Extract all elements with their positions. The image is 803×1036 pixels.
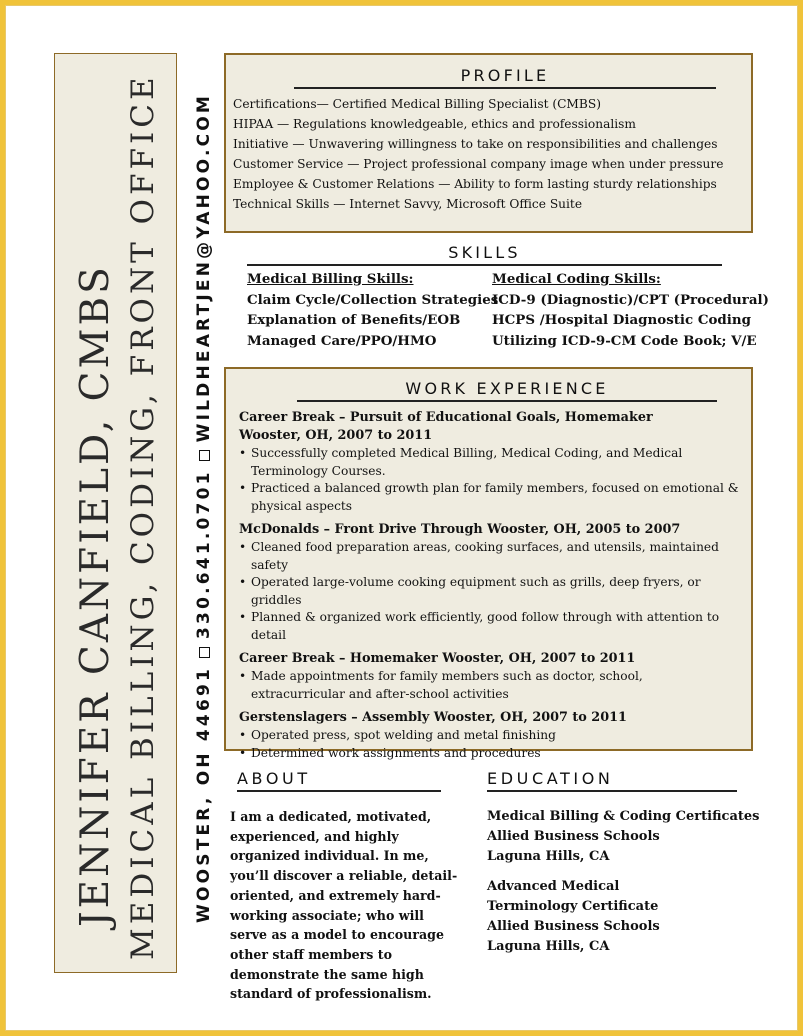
profile-line: Technical Skills — Internet Savvy, Microsoft Office Suite [233,197,583,211]
billing-skills-heading: Medical Billing Skills: [247,271,414,287]
profile-line: Initiative — Unwavering willingness to take on responsibilities and challenges [233,137,718,151]
separator-icon [199,450,210,461]
profile-line: HIPAA — Regulations knowledgeable, ethics and professionalism [233,117,636,131]
education-line: Allied Business Schools [487,829,660,844]
education-entry [487,807,767,867]
coding-skill: Utilizing ICD-9-CM Code Book; V/E [492,332,757,349]
coding-skills-heading: Medical Coding Skills: [492,271,661,287]
separator-icon [199,647,210,658]
education-title: EDUCATION [487,769,737,792]
contact-phone: 330.641.0701 [194,469,214,639]
profile-line: Employee & Customer Relations — Ability to form lasting sturdy relationships [233,177,717,191]
contact-email: WILDHEARTJEN@YAHOO.COM [194,92,214,443]
work-title: WORK EXPERIENCE [297,379,717,402]
profile-title: PROFILE [294,66,716,89]
job-bullet: • Successfully completed Medical Billing, Medical Coding, and Medical Terminology Courses. [239,445,739,480]
billing-skill: Claim Cycle/Collection Strategies [247,291,499,308]
contact-city: WOOSTER, OH 44691 [194,665,214,923]
job-title: Career Break – Pursuit of Educational Goals, Homemaker [239,410,653,425]
job-title: Career Break – Homemaker Wooster, OH, 2007 to 2011 [239,651,636,666]
coding-skill: ICD-9 (Diagnostic)/CPT (Procedural) [492,291,769,308]
job-bullet: • Practiced a balanced growth plan for family members, focused on emotional & physical aspects [239,480,739,515]
education-line: Laguna Hills, CA [487,849,610,864]
job-title: McDonalds – Front Drive Through Wooster, OH, 2005 to 2007 [239,522,681,537]
about-title: ABOUT [237,769,441,792]
profile-line: Certifications— Certified Medical Billing Specialist (CMBS) [233,97,601,111]
job-bullet: • Operated press, spot welding and metal finishing [239,727,739,745]
job-title: Gerstenslagers – Assembly Wooster, OH, 2007 to 2011 [239,710,627,725]
job-entry [239,709,739,762]
education-list [487,807,767,967]
work-list [239,409,739,768]
billing-skills [247,269,498,351]
education-line: Laguna Hills, CA [487,939,610,954]
education-line: Advanced Medical Terminology Certificate [487,879,659,914]
candidate-name: JENNIFER CANFIELD, CMBS [73,264,118,927]
job-entry [239,650,739,703]
billing-skill: Managed Care/PPO/HMO [247,332,437,349]
candidate-title: MEDICAL BILLING, CODING, FRONT OFFICE [125,73,161,960]
coding-skill: HCPS /Hospital Diagnostic Coding [492,312,751,328]
job-bullet: • Made appointments for family members such as doctor, school, extracurricular and after-school activities [239,668,739,703]
job-bullet: • Planned & organized work efficiently, good follow through with attention to detail [239,609,739,644]
education-line: Allied Business Schools [487,919,660,934]
job-bullet: • Determined work assignments and procedures [239,745,739,763]
about-text: I am a dedicated, motivated, experienced, and highly organized individual. In me, you’ll discover a reliable, detail-oriented, and extremely hard-working associate; who will serve as a model to encourage other staff members to demonstrate the same high standard of professionalism. [230,809,458,1002]
billing-skill: Explanation of Benefits/EOB [247,312,461,328]
contact-info [192,92,216,923]
job-entry [239,409,739,515]
coding-skills [492,269,769,351]
profile-line: Customer Service — Project professional company image when under pressure [233,157,724,171]
resume-page [5,5,798,1031]
skills-title: SKILLS [247,243,722,266]
education-line: Medical Billing & Coding Certificates [487,809,760,824]
job-bullet: • Cleaned food preparation areas, cooking surfaces, and utensils, maintained safety [239,539,739,574]
job-subtitle: Wooster, OH, 2007 to 2011 [239,428,433,443]
job-bullet: • Operated large-volume cooking equipment such as grills, deep fryers, or griddles [239,574,739,609]
education-entry [487,877,767,957]
job-entry [239,521,739,644]
